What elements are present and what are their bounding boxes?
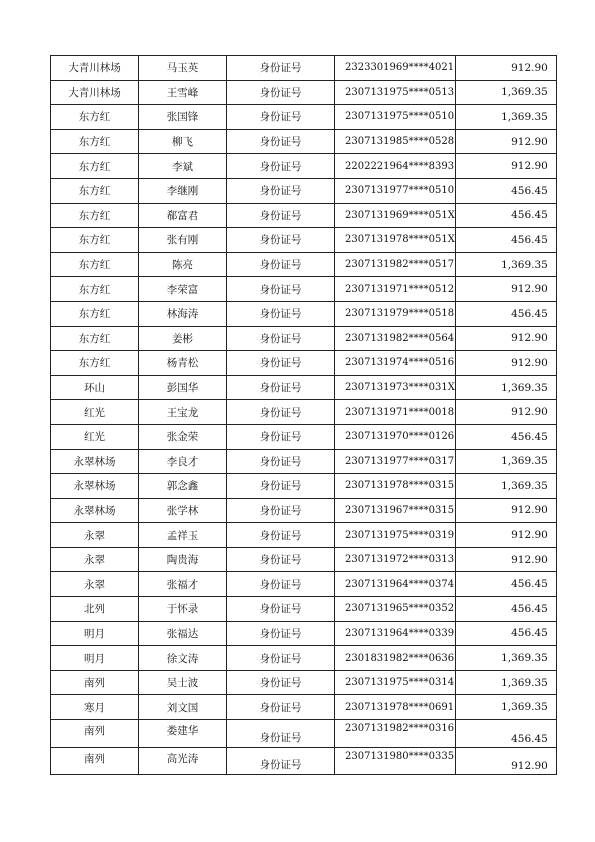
table-row <box>51 621 557 646</box>
id-type-cell: 身份证号 <box>227 400 335 425</box>
amount-cell: 456.45 <box>455 228 556 253</box>
name-cell: 杨青松 <box>139 351 227 376</box>
name-cell: 王雪峰 <box>139 80 227 105</box>
id-type-cell: 身份证号 <box>227 326 335 351</box>
id-number-cell: 2307131964****0339 <box>335 621 456 646</box>
amount-cell: 912.90 <box>455 326 556 351</box>
id-type-cell: 身份证号 <box>227 228 335 253</box>
table-row <box>51 129 557 154</box>
name-cell: 彭国华 <box>139 375 227 400</box>
unit-cell: 东方红 <box>51 301 139 326</box>
id-number-cell: 2307131972****0313 <box>335 547 456 572</box>
name-cell: 孟祥玉 <box>139 523 227 548</box>
id-type-cell: 身份证号 <box>227 498 335 523</box>
table-row <box>51 695 557 720</box>
unit-cell: 明月 <box>51 646 139 671</box>
id-number-cell: 2307131975****0510 <box>335 105 456 130</box>
table-row <box>51 228 557 253</box>
amount-cell: 1,369.35 <box>455 252 556 277</box>
name-cell: 张有刚 <box>139 228 227 253</box>
id-type-cell: 身份证号 <box>227 449 335 474</box>
table-row <box>51 572 557 597</box>
name-cell: 张福才 <box>139 572 227 597</box>
id-type-cell: 身份证号 <box>227 252 335 277</box>
table-row <box>51 646 557 671</box>
unit-cell: 永翠林场 <box>51 498 139 523</box>
id-number-cell: 2301831982****0636 <box>335 646 456 671</box>
table-row <box>51 400 557 425</box>
name-cell: 姜彬 <box>139 326 227 351</box>
amount-cell: 456.45 <box>455 424 556 449</box>
unit-cell: 红光 <box>51 400 139 425</box>
amount-cell: 1,369.35 <box>455 80 556 105</box>
id-number-cell: 2307131971****0512 <box>335 277 456 302</box>
id-number-cell: 2307131975****0314 <box>335 670 456 695</box>
table-row <box>51 105 557 130</box>
amount-cell: 912.90 <box>455 523 556 548</box>
id-type-cell: 身份证号 <box>227 572 335 597</box>
unit-cell: 南列 <box>51 747 139 775</box>
name-cell: 张国锋 <box>139 105 227 130</box>
subsidy-table <box>50 55 557 775</box>
id-type-cell: 身份证号 <box>227 523 335 548</box>
unit-cell: 永翠 <box>51 572 139 597</box>
amount-cell: 912.90 <box>455 351 556 376</box>
id-type-cell: 身份证号 <box>227 351 335 376</box>
amount-cell: 912.90 <box>455 129 556 154</box>
id-type-cell: 身份证号 <box>227 105 335 130</box>
id-number-cell: 2307131973****031X <box>335 375 456 400</box>
name-cell: 李斌 <box>139 154 227 179</box>
name-cell: 于怀录 <box>139 597 227 622</box>
amount-cell: 1,369.35 <box>455 695 556 720</box>
id-number-cell: 2307131979****0518 <box>335 301 456 326</box>
unit-cell: 东方红 <box>51 105 139 130</box>
id-number-cell: 2307131970****0126 <box>335 424 456 449</box>
id-type-cell: 身份证号 <box>227 621 335 646</box>
name-cell: 柳飞 <box>139 129 227 154</box>
name-cell: 张学林 <box>139 498 227 523</box>
unit-cell: 东方红 <box>51 178 139 203</box>
amount-cell: 456.45 <box>455 572 556 597</box>
id-type-cell: 身份证号 <box>227 597 335 622</box>
unit-cell: 大青川林场 <box>51 80 139 105</box>
id-number-cell: 2307131982****0517 <box>335 252 456 277</box>
amount-cell: 912.90 <box>455 277 556 302</box>
id-type-cell: 身份证号 <box>227 424 335 449</box>
name-cell: 李继刚 <box>139 178 227 203</box>
name-cell: 陈亮 <box>139 252 227 277</box>
unit-cell: 东方红 <box>51 277 139 302</box>
unit-cell: 寒月 <box>51 695 139 720</box>
id-number-cell: 2307131977****0510 <box>335 178 456 203</box>
id-type-cell: 身份证号 <box>227 80 335 105</box>
unit-cell: 东方红 <box>51 326 139 351</box>
id-type-cell: 身份证号 <box>227 178 335 203</box>
table-row <box>51 351 557 376</box>
id-type-cell: 身份证号 <box>227 695 335 720</box>
table-row <box>51 277 557 302</box>
unit-cell: 永翠 <box>51 523 139 548</box>
table-row <box>51 747 557 775</box>
id-number-cell: 2307131965****0352 <box>335 597 456 622</box>
unit-cell: 北列 <box>51 597 139 622</box>
unit-cell: 东方红 <box>51 228 139 253</box>
name-cell: 郗富君 <box>139 203 227 228</box>
name-cell: 李良才 <box>139 449 227 474</box>
amount-cell: 912.90 <box>455 154 556 179</box>
table-row <box>51 252 557 277</box>
table-row <box>51 597 557 622</box>
id-number-cell: 2323301969****4021 <box>335 56 456 81</box>
unit-cell: 明月 <box>51 621 139 646</box>
id-number-cell: 2202221964****8393 <box>335 154 456 179</box>
name-cell: 张金荣 <box>139 424 227 449</box>
unit-cell: 红光 <box>51 424 139 449</box>
table-row <box>51 720 557 748</box>
table-row <box>51 178 557 203</box>
unit-cell: 东方红 <box>51 129 139 154</box>
id-type-cell: 身份证号 <box>227 277 335 302</box>
amount-cell: 1,369.35 <box>455 375 556 400</box>
unit-cell: 东方红 <box>51 203 139 228</box>
table-row <box>51 154 557 179</box>
table-row <box>51 498 557 523</box>
table-row <box>51 203 557 228</box>
unit-cell: 东方红 <box>51 154 139 179</box>
table-row <box>51 375 557 400</box>
id-type-cell: 身份证号 <box>227 747 335 775</box>
amount-cell: 456.45 <box>455 621 556 646</box>
id-type-cell: 身份证号 <box>227 670 335 695</box>
id-type-cell: 身份证号 <box>227 56 335 81</box>
amount-cell: 912.90 <box>455 747 556 775</box>
id-number-cell: 2307131971****0018 <box>335 400 456 425</box>
name-cell: 陶贵海 <box>139 547 227 572</box>
id-number-cell: 2307131978****0315 <box>335 474 456 499</box>
id-number-cell: 2307131967****0315 <box>335 498 456 523</box>
table-row <box>51 474 557 499</box>
name-cell: 娄建华 <box>139 720 227 748</box>
amount-cell: 912.90 <box>455 547 556 572</box>
table-row <box>51 301 557 326</box>
table-row <box>51 670 557 695</box>
name-cell: 高光涛 <box>139 747 227 775</box>
name-cell: 李荣富 <box>139 277 227 302</box>
unit-cell: 东方红 <box>51 252 139 277</box>
name-cell: 马玉英 <box>139 56 227 81</box>
unit-cell: 永翠林场 <box>51 474 139 499</box>
id-type-cell: 身份证号 <box>227 720 335 748</box>
name-cell: 林海涛 <box>139 301 227 326</box>
table-row <box>51 547 557 572</box>
table-row <box>51 449 557 474</box>
amount-cell: 1,369.35 <box>455 474 556 499</box>
amount-cell: 456.45 <box>455 301 556 326</box>
name-cell: 吴士波 <box>139 670 227 695</box>
amount-cell: 912.90 <box>455 498 556 523</box>
table-row <box>51 326 557 351</box>
unit-cell: 东方红 <box>51 351 139 376</box>
id-number-cell: 2307131969****051X <box>335 203 456 228</box>
amount-cell: 1,369.35 <box>455 670 556 695</box>
unit-cell: 永翠林场 <box>51 449 139 474</box>
unit-cell: 大青川林场 <box>51 56 139 81</box>
name-cell: 张福达 <box>139 621 227 646</box>
id-type-cell: 身份证号 <box>227 474 335 499</box>
amount-cell: 1,369.35 <box>455 449 556 474</box>
id-number-cell: 2307131980****0335 <box>335 747 456 775</box>
amount-cell: 912.90 <box>455 56 556 81</box>
id-type-cell: 身份证号 <box>227 203 335 228</box>
id-number-cell: 2307131978****0691 <box>335 695 456 720</box>
table-row <box>51 56 557 81</box>
table-body <box>51 56 557 775</box>
unit-cell: 南列 <box>51 670 139 695</box>
unit-cell: 南列 <box>51 720 139 748</box>
id-type-cell: 身份证号 <box>227 646 335 671</box>
id-type-cell: 身份证号 <box>227 129 335 154</box>
unit-cell: 永翠 <box>51 547 139 572</box>
id-type-cell: 身份证号 <box>227 375 335 400</box>
table-row <box>51 523 557 548</box>
amount-cell: 456.45 <box>455 720 556 748</box>
amount-cell: 1,369.35 <box>455 646 556 671</box>
id-number-cell: 2307131982****0316 <box>335 720 456 748</box>
table-row <box>51 80 557 105</box>
name-cell: 郭念鑫 <box>139 474 227 499</box>
amount-cell: 1,369.35 <box>455 105 556 130</box>
id-number-cell: 2307131975****0319 <box>335 523 456 548</box>
id-number-cell: 2307131985****0528 <box>335 129 456 154</box>
id-number-cell: 2307131975****0513 <box>335 80 456 105</box>
unit-cell: 环山 <box>51 375 139 400</box>
name-cell: 王宝龙 <box>139 400 227 425</box>
id-type-cell: 身份证号 <box>227 301 335 326</box>
name-cell: 刘文国 <box>139 695 227 720</box>
id-number-cell: 2307131978****051X <box>335 228 456 253</box>
id-type-cell: 身份证号 <box>227 547 335 572</box>
id-number-cell: 2307131974****0516 <box>335 351 456 376</box>
table-row <box>51 424 557 449</box>
amount-cell: 456.45 <box>455 203 556 228</box>
amount-cell: 912.90 <box>455 400 556 425</box>
id-number-cell: 2307131982****0564 <box>335 326 456 351</box>
id-number-cell: 2307131977****0317 <box>335 449 456 474</box>
name-cell: 徐文涛 <box>139 646 227 671</box>
amount-cell: 456.45 <box>455 597 556 622</box>
amount-cell: 456.45 <box>455 178 556 203</box>
id-type-cell: 身份证号 <box>227 154 335 179</box>
id-number-cell: 2307131964****0374 <box>335 572 456 597</box>
